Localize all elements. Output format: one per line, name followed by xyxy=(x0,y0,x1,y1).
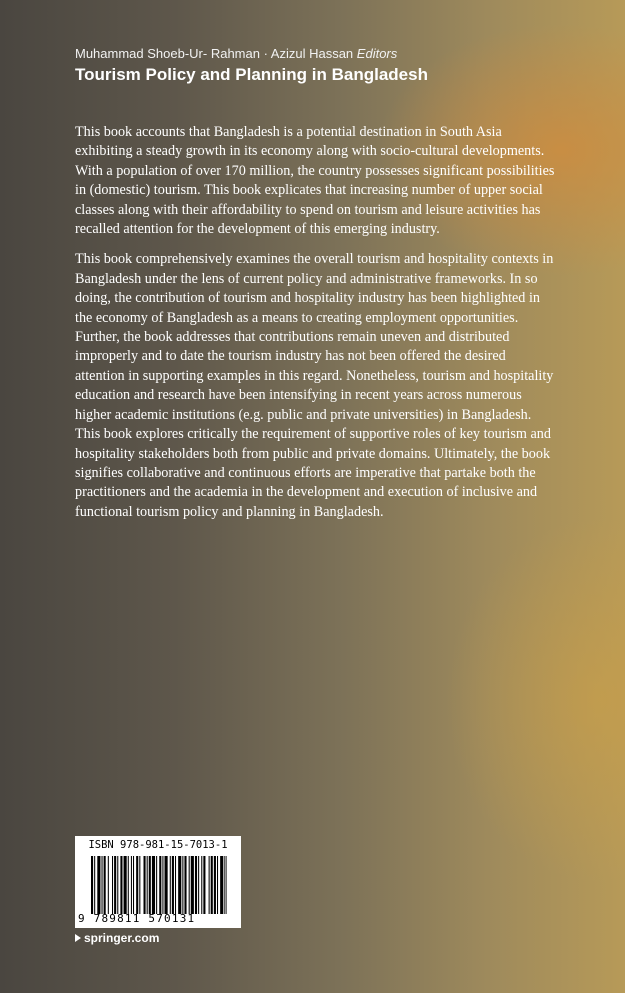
barcode-bar xyxy=(152,856,155,914)
barcode-bar xyxy=(220,856,223,914)
barcode-bar xyxy=(133,856,134,914)
barcode-bar xyxy=(147,856,148,914)
website-label: springer.com xyxy=(84,931,160,945)
editors-line xyxy=(75,46,397,61)
barcode-bar xyxy=(172,856,174,914)
barcode-bar xyxy=(97,856,100,914)
barcode-box xyxy=(75,836,241,928)
barcode-bar xyxy=(175,856,176,914)
barcode-bar xyxy=(198,856,199,914)
barcode-bar xyxy=(128,856,129,914)
description-paragraph-2: This book comprehensively examines the overall tourism and hospitality contexts in Bangladesh under the lens of current policy and administrative frameworks. In so doing, the contribution of tourism and hospitality industry has been highlighted in the economy of Bangladesh as a means to creating employment opportunities. Further, the book addresses that contributions remain uneven and distributed improperly and to date the tourism industry has not been offered the desired attention in supporting examples in this regard. Nonetheless, tourism and hospitality education and research have been intensifying in recent years across numerous higher academic institutions (e.g. public and private universities) in Bangladesh. This book explores critically the requirement of supportive roles of key tourism and hospitality stakeholders both from public and private domains. Ultimately, the book signifies collaborative and continuous efforts are imperative that partake both the practitioners and the academia in the development and execution of inclusive and functional tourism policy and planning in Bangladesh. xyxy=(75,251,554,520)
barcode-bar xyxy=(159,856,161,914)
barcode-bar xyxy=(117,856,118,914)
barcode-bar xyxy=(91,856,93,914)
isbn-label: ISBN 978-981-15-7013-1 xyxy=(88,839,228,851)
barcode-bar xyxy=(211,856,213,914)
barcode-bar xyxy=(224,856,225,914)
barcode-bar xyxy=(102,856,103,914)
barcode-bar xyxy=(217,856,218,914)
barcode-bar xyxy=(195,856,197,914)
barcode-bar xyxy=(136,856,138,914)
barcode-bar xyxy=(124,856,127,914)
barcode-bar xyxy=(94,856,95,914)
barcode-bar xyxy=(189,856,190,914)
arrow-right-icon xyxy=(75,934,81,942)
barcode-bar xyxy=(156,856,157,914)
barcode-bar xyxy=(226,856,227,914)
barcode-bar xyxy=(120,856,122,914)
barcode-bar xyxy=(144,856,146,914)
barcode-bar xyxy=(184,856,186,914)
barcode-digits: 9 789811 570131 xyxy=(78,912,196,925)
barcode-bar xyxy=(139,856,140,914)
barcode-bar xyxy=(165,856,168,914)
editors-names: Muhammad Shoeb-Ur- Rahman · Azizul Hassan xyxy=(75,46,354,61)
book-description xyxy=(75,123,557,533)
barcode-bar xyxy=(178,856,181,914)
barcode-bar xyxy=(201,856,202,914)
barcode-bar xyxy=(108,856,109,914)
editors-role: Editors xyxy=(356,46,398,61)
barcode-bar xyxy=(149,856,151,914)
barcode-bar xyxy=(203,856,205,914)
barcode-bar xyxy=(191,856,194,914)
barcode-bar xyxy=(104,856,106,914)
barcode-bar xyxy=(214,856,216,914)
barcode-bar xyxy=(162,856,163,914)
barcode-bar xyxy=(114,856,116,914)
barcode-bar xyxy=(112,856,113,914)
barcode-bar xyxy=(209,856,210,914)
description-paragraph-1: This book accounts that Bangladesh is a potential destination in South Asia exhibiting a steady growth in its economy along with socio-cultural developments. With a population of over 170 million, the country possesses significant possibilities in (domestic) tourism. This book explicates that increasing number of upper social classes along with their affordability to spend on tourism and leisure activities has recalled attention for the development of this emerging industry. xyxy=(75,124,555,238)
publisher-website[interactable] xyxy=(75,931,159,945)
book-title: Tourism Policy and Planning in Bangladesh xyxy=(75,65,428,84)
barcode-bar xyxy=(182,856,183,914)
barcode-icon xyxy=(91,856,227,914)
barcode-bar xyxy=(170,856,171,914)
barcode-bar xyxy=(131,856,132,914)
